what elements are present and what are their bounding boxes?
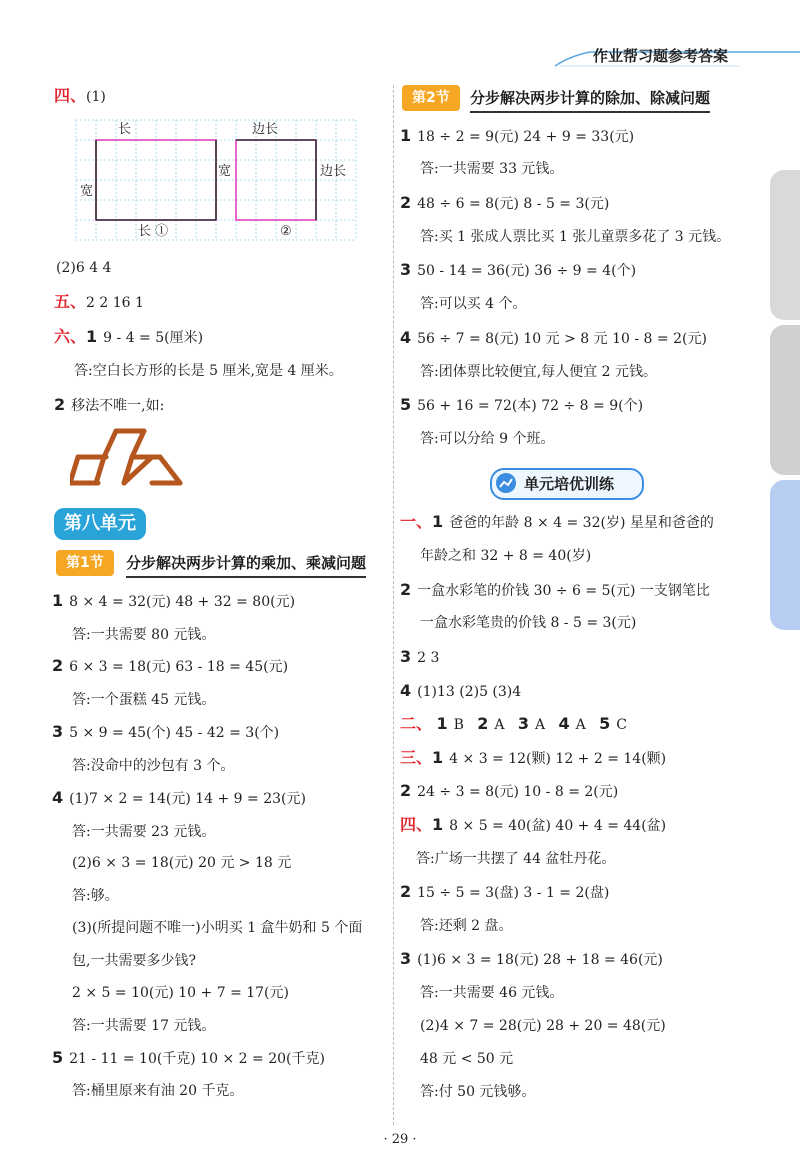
t2-num: 2 (400, 580, 412, 599)
r2-text: 48 ÷ 6 = 8(元) 8 - 5 = 3(元) (417, 196, 610, 212)
left-s6-q2-line (54, 395, 164, 416)
s3-q1-num: 1 (432, 748, 444, 767)
s3-q1-line (400, 748, 666, 769)
section-1-title: 分步解决两步计算的乘加、乘减问题 (126, 550, 366, 578)
q3-answer: 答:没命中的沙包有 3 个。 (72, 758, 235, 774)
label-bianchang-right: 边长 (320, 164, 347, 179)
s5-label: 五、 (54, 292, 87, 311)
s4r-q3-part-2: (2)4 × 7 = 28(元) 28 + 20 = 48(元) (420, 1018, 666, 1034)
q5-num: 5 (52, 1048, 64, 1067)
t3-line (400, 647, 439, 668)
q1-answer: 答:一共需要 80 元钱。 (72, 627, 216, 643)
s6-q2-text: 移法不唯一,如: (71, 398, 165, 414)
s6-q1-answer: 答:空白长方形的长是 5 厘米,宽是 4 厘米。 (74, 363, 343, 379)
s4r-q1: 8 × 5 = 40(盆) 40 + 4 = 44(盆) (449, 818, 667, 834)
e-item (599, 714, 627, 733)
t3-num: 3 (400, 647, 412, 666)
s3-q2: 24 ÷ 3 = 8(元) 10 - 8 = 2(元) (417, 784, 619, 800)
page-number: · 29 · (383, 1132, 417, 1147)
q5-answer: 答:桶里原来有油 20 千克。 (72, 1083, 244, 1099)
q4-line (52, 788, 306, 809)
s6-q1-text: 9 - 4 = 5(厘米) (103, 330, 204, 346)
e-item (558, 714, 586, 733)
label-two: ② (280, 224, 292, 239)
r5-text: 56 + 16 = 72(本) 72 ÷ 8 = 9(个) (417, 398, 644, 414)
q3-num: 3 (52, 722, 64, 741)
r2-answer: 答:买 1 张成人票比买 1 张儿童票多花了 3 元钱。 (420, 229, 731, 245)
q4-answer-3: 答:一共需要 17 元钱。 (72, 1018, 216, 1034)
e-item (517, 714, 546, 733)
q1-text: 8 × 4 = 32(元) 48 + 32 = 80(元) (69, 594, 296, 610)
q4-part-3b: 包,一共需要多少钱? (72, 953, 196, 969)
left-s5-line (54, 292, 144, 313)
q4-answer-1: 答:一共需要 23 元钱。 (72, 824, 216, 840)
edge-tab-active (770, 480, 800, 630)
s6-q1-num: 1 (86, 327, 98, 346)
s4r-label: 四、 (400, 815, 433, 834)
s4r-q2-answer: 答:还剩 2 盘。 (420, 918, 513, 934)
q2-text: 6 × 3 = 18(元) 63 - 18 = 45(元) (69, 659, 289, 675)
r5-line (400, 395, 643, 416)
s3-q1: 4 × 3 = 12(颗) 12 + 2 = 14(颗) (449, 751, 667, 767)
e-item-num: 4 (558, 714, 570, 733)
q2-num: 2 (52, 656, 64, 675)
s4-q2: (2)6 4 4 (56, 260, 112, 276)
training-title: 单元培优训练 (524, 475, 615, 493)
r5-num: 5 (400, 395, 412, 414)
t2-a: 一盒水彩笔的价钱 30 ÷ 6 = 5(元) 一支钢笔比 (417, 583, 710, 599)
q2-line (52, 656, 288, 677)
t1-line-b: 年龄之和 32 + 8 = 40(岁) (420, 548, 592, 564)
r1-num: 1 (400, 126, 412, 145)
r2-num: 2 (400, 193, 412, 212)
t2-line-a (400, 580, 710, 601)
e-item (477, 714, 505, 733)
s3-q2-num: 2 (400, 781, 412, 800)
r3-line (400, 260, 636, 281)
label-bianchang-top: 边长 (252, 122, 279, 137)
q4-text: (1)7 × 2 = 14(元) 14 + 9 = 23(元) (69, 791, 306, 807)
r3-answer: 答:可以买 4 个。 (420, 296, 527, 312)
label-kuan-left: 宽 (80, 184, 94, 199)
s3-q2-line (400, 781, 618, 802)
s5-text: 2 2 16 1 (86, 295, 144, 311)
s6-label: 六、 (54, 327, 87, 346)
label-chang-bottom: 长 ① (138, 224, 169, 239)
r4-num: 4 (400, 328, 412, 347)
r3-text: 50 - 14 = 36(元) 36 ÷ 9 = 4(个) (417, 263, 637, 279)
s4r-q2: 15 ÷ 5 = 3(盘) 3 - 1 = 2(盘) (417, 885, 610, 901)
q5-line (52, 1048, 325, 1069)
header-title: 作业帮习题参考答案 (592, 47, 728, 65)
training-title-box (490, 468, 644, 500)
r1-line (400, 126, 634, 147)
e-item-num: 5 (599, 714, 611, 733)
q1-num: 1 (52, 591, 64, 610)
r1-text: 18 ÷ 2 = 9(元) 24 + 9 = 33(元) (417, 129, 635, 145)
t1-line-a (400, 512, 714, 533)
q2-answer: 答:一个蛋糕 45 元钱。 (72, 692, 216, 708)
e-item-num: 2 (477, 714, 489, 733)
t3-text: 2 3 (417, 650, 440, 666)
edge-tab-top (770, 170, 800, 320)
edge-tab-middle (770, 325, 800, 475)
s4r-q2-num: 2 (400, 882, 412, 901)
section-2-badge: 第2节 (402, 85, 460, 111)
r4-text: 56 ÷ 7 = 8(元) 10 元 > 8 元 10 - 8 = 2(元) (417, 331, 707, 347)
q5-text: 21 - 11 = 10(千克) 10 × 2 = 20(千克) (69, 1051, 325, 1067)
s4-q1: (1) (86, 89, 106, 105)
e-line (400, 714, 627, 735)
s4r-q1-line (400, 815, 666, 836)
s4r-q3-line (400, 949, 663, 970)
e-item-value: A (575, 717, 586, 733)
label-chang-top: 长 (118, 122, 132, 137)
s3-label: 三、 (400, 748, 433, 767)
s4r-q3-part-3: 48 元 < 50 元 (420, 1051, 514, 1067)
t1-num: 1 (432, 512, 444, 531)
r4-line (400, 328, 707, 349)
t1-a: 爸爸的年龄 8 × 4 = 32(岁) 星星和爸爸的 (449, 515, 714, 531)
e-item-value: B (453, 717, 464, 733)
e-item-num: 1 (436, 714, 448, 733)
grid-figure (74, 118, 360, 248)
grid-svg (74, 118, 360, 244)
e-item-num: 3 (517, 714, 530, 733)
s4r-q2-line (400, 882, 609, 903)
s4r-q1-num: 1 (432, 815, 444, 834)
unit-title: 第八单元 (54, 508, 146, 540)
r1-answer: 答:一共需要 33 元钱。 (420, 161, 564, 177)
e-label: 二、 (400, 714, 433, 733)
t2-line-b: 一盒水彩笔贵的价钱 8 - 5 = 3(元) (420, 615, 637, 631)
t1-label: 一、 (400, 512, 433, 531)
s4r-q3-num: 3 (400, 949, 412, 968)
column-divider (393, 85, 394, 1125)
r2-line (400, 193, 609, 214)
section-1-badge: 第1节 (56, 550, 114, 576)
q4-part-3c: 2 × 5 = 10(元) 10 + 7 = 17(元) (72, 985, 289, 1001)
q4-part-3a: (3)(所提问题不唯一)小明买 1 盒牛奶和 5 个面 (72, 920, 363, 936)
q4-part-2: (2)6 × 3 = 18(元) 20 元 > 18 元 (72, 855, 292, 871)
s4r-q3-answer-1: 答:一共需要 46 元钱。 (420, 985, 564, 1001)
left-s4-line (54, 86, 106, 107)
s4r-q3: (1)6 × 3 = 18(元) 28 + 18 = 46(元) (417, 952, 663, 968)
s4-label: 四、 (54, 86, 87, 105)
e-item-value: A (494, 717, 505, 733)
q1-line (52, 591, 295, 612)
r5-answer: 答:可以分给 9 个班。 (420, 431, 555, 447)
e-item-value: A (535, 717, 546, 733)
r3-num: 3 (400, 260, 412, 279)
q4-num: 4 (52, 788, 64, 807)
q3-text: 5 × 9 = 45(个) 45 - 42 = 3(个) (69, 725, 280, 741)
left-s6-line (54, 327, 203, 348)
chart-trend-icon (496, 473, 516, 493)
r4-answer: 答:团体票比较便宜,每人便宜 2 元钱。 (420, 364, 657, 380)
matchstick-figure (70, 425, 190, 499)
e-item (436, 714, 464, 733)
q3-line (52, 722, 279, 743)
page-header (0, 0, 800, 70)
t4-num: 4 (400, 681, 412, 700)
section-2-title: 分步解决两步计算的除加、除减问题 (470, 85, 710, 113)
q4-answer-2: 答:够。 (72, 888, 119, 904)
t4-text: (1)13 (2)5 (3)4 (417, 684, 522, 700)
s6-q2-num: 2 (54, 395, 66, 414)
s4r-q1-answer: 答:广场一共摆了 44 盆牡丹花。 (416, 851, 616, 867)
matchstick-svg (70, 425, 190, 495)
s4r-q3-answer-2: 答:付 50 元钱够。 (420, 1084, 536, 1100)
t4-line (400, 681, 521, 702)
e-item-value: C (616, 717, 627, 733)
label-kuan-right: 宽 (218, 164, 232, 179)
